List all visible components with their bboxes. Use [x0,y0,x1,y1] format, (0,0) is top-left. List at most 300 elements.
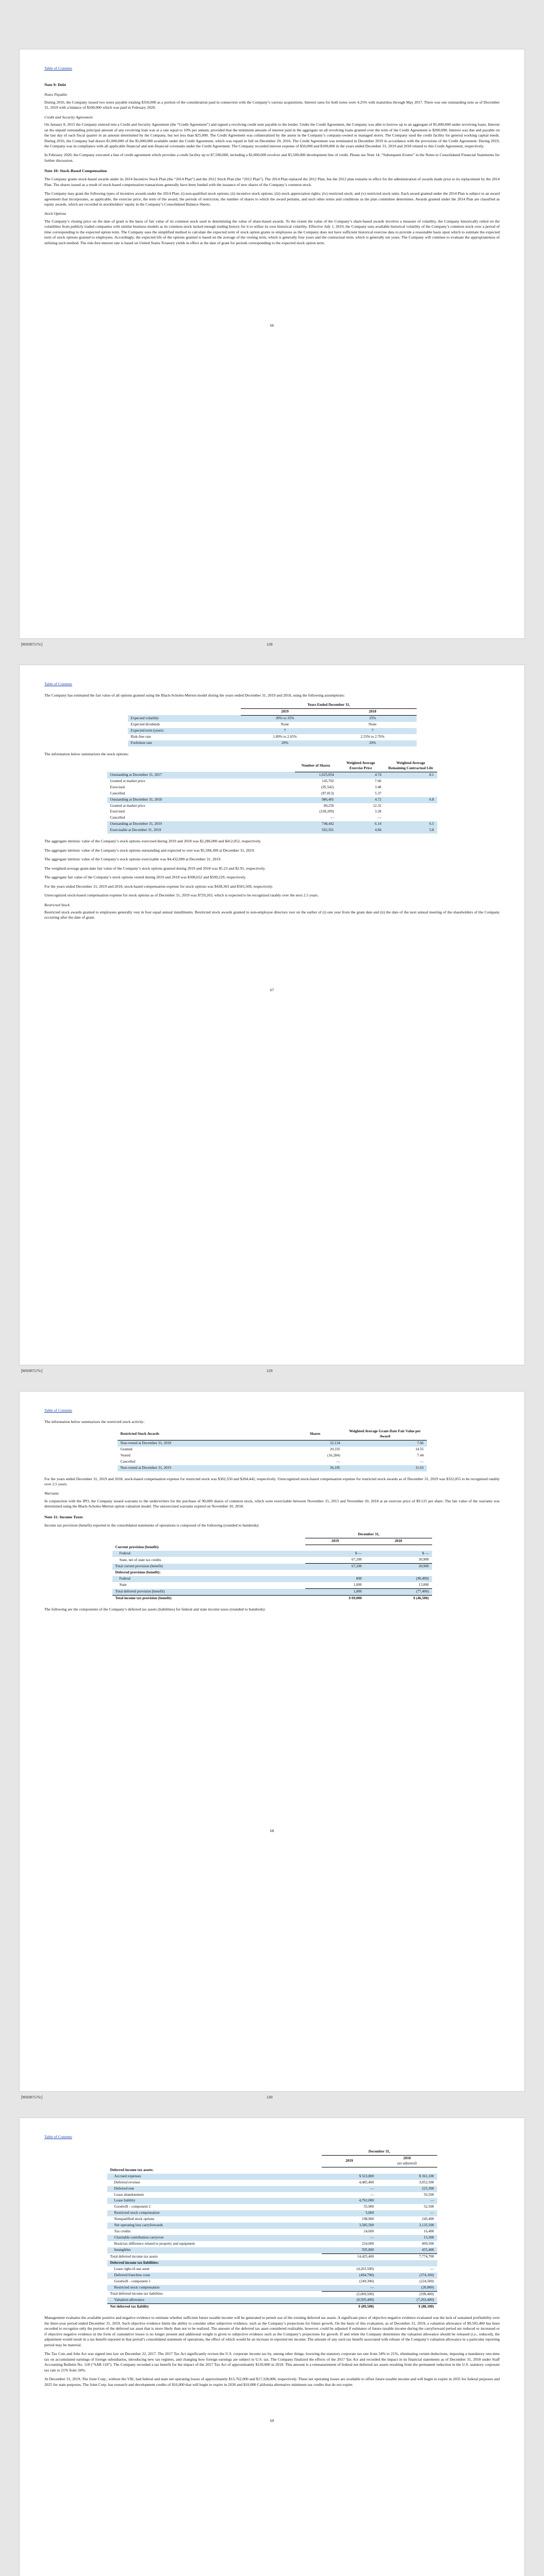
income-taxes-heading: Note 11: Income Taxes [44,1514,83,1519]
col-2018 [377,2156,437,2167]
row-label: Expected volatility [128,715,241,721]
cell-2019: 4,762,000 [322,2198,377,2204]
blank-header [128,708,241,715]
row-label: Goodwill - component 2 [114,2205,151,2209]
table-row [107,2253,437,2260]
table-row [112,1582,432,1588]
row-label: Accrued expenses [107,2174,322,2180]
table-row [107,809,437,815]
page-66 [19,49,525,639]
cell-2018: 3,052,500 [419,2180,434,2184]
table-row [107,2167,437,2174]
cell-2018: 16,400 [423,2229,434,2234]
cell-life [385,815,437,821]
cell-2019 [322,2167,377,2174]
cell-shares: 1,025,054 [295,772,337,778]
col-2018-note: (as adjusted) [397,2161,417,2166]
row-label: Vested [120,1453,130,1458]
cell-price: 7.66 [374,778,382,783]
blank-header [128,702,241,708]
options-intro: The information below summarizes the stock options: [44,751,129,756]
cell-2018: (90,400) [365,1576,432,1582]
provision-body [112,1545,432,1601]
section-subheading: Notes Payable [44,92,68,97]
table-row [107,2223,437,2229]
row-label: Federal [112,1551,306,1557]
assumptions-body [128,715,417,746]
row-label: Intangibles [107,2247,322,2253]
table-row [112,1564,432,1570]
table-of-contents-link[interactable]: Table of Contents [44,1408,72,1413]
warrants-heading: Warrants [44,1491,59,1496]
cell-2018: (77,400) [365,1589,432,1596]
table-row [107,2216,437,2223]
table-row [112,1545,432,1551]
cell-2019: (4,265,500) [356,2266,374,2271]
footer-code: [WS08717/v.] [21,643,43,647]
options-price-header: Weighted Average Exercise Price [337,760,385,772]
cell-2019: 20% [241,740,328,747]
cell-price: 3.48 [374,785,382,789]
cell-shares: 145,702 [322,778,334,783]
cell-shares: — [336,1459,340,1464]
cell-2019: 67,200 [305,1564,365,1570]
table-row [112,1589,432,1596]
cell-2018: 409,500 [422,2242,434,2246]
cell-2019: $ — [305,1551,365,1557]
table-row [107,2186,437,2192]
cell-price: 5.37 [374,791,382,795]
rsa-intro: The information below summarizes the restricted stock activity: [44,1419,145,1425]
cell-shares: (87,813) [321,791,334,795]
blank-header [107,2156,322,2167]
cell-shares: — [330,816,334,820]
deferred-tax-table [107,2149,437,2310]
footer-page: 129 [267,1369,273,1373]
row-label: Deferred revenue [114,2180,140,2184]
cell-price: — [377,816,382,820]
row-label: Goodwill - component 1 [114,2279,151,2283]
cell-shares: 502,561 [295,827,337,834]
cell-2019: 1.89% to 2.65% [273,734,297,739]
cell-2019 [305,1545,365,1551]
cell-life [385,778,437,785]
table-row [112,1557,432,1563]
row-label: Lease right-of-use asset [114,2266,150,2271]
cell-2018: 15,300 [377,2235,437,2241]
cell-life: 5.8 [385,827,437,834]
cell-2019: 800 [305,1576,365,1582]
section-heading: Note 9: Debt [44,82,67,88]
table-row [107,2279,437,2285]
cell-price: 6.14 [337,821,385,827]
cell-2018: — [377,2198,437,2204]
cell-2018: 20% [328,740,416,747]
table-row [118,1440,427,1446]
cell-2018: $ (46,500) [365,1595,432,1601]
row-label: Net deferred tax liability [107,2304,322,2310]
table-row [107,2291,437,2297]
cell-shares: 36,185 [287,1465,343,1471]
cell-2019: 5,000 [322,2210,377,2216]
cell-life: 6.8 [385,797,437,803]
body-paragraph: The Company grants stock-based awards under its 2014 Incentive Stock Plan (the “2014 Plan”) and the 2012 Stock Plan (the “2012 Plan”). The 2014 Plan replaced the 2012 Plan, but the 2012 plan remains in effect for the administration of awards made prior to its replacement by the 2014 Plan. The shares issued as a result of stock-based compensation transactions generally have been funded with the issuance of new shares of the Company’s common stock. [44,177,500,187]
cell-2018: 2.53% to 2.76% [360,734,385,739]
table-row [107,815,437,821]
options-life-header: Weighted Average Remaining Contractual Life [385,760,437,772]
cell-shares: 748,442 [295,821,337,827]
body-paragraph: The aggregate intrinsic value of the Company’s stock options exercised during 2019 and 2018 was $2,286,000 and $412,052, respectively. [44,839,261,844]
cell-2018: — [377,2210,437,2216]
body-paragraph: At December 31, 2019, The Joint Corp., without the VIE, had federal and state net operating losses of approximately $15,762,000 and $17,328,000, respectively. These net operating losses are available to offset future taxable income and will begin to expire in 2035 for federal purposes and 2025 for state purposes. The Joint Corp. has research and development credits of $16,000 that will begin to expire in 2036 and $10,000 California alternative minimum tax credits that do not expire. [44,2377,500,2387]
row-label: Non-vested at December 31, 2018 [118,1440,287,1446]
page-number: 68 [270,1828,274,1834]
row-label: Current provision (benefit): [115,1545,160,1550]
cell-2019: $ 69,000 [305,1595,365,1601]
section-subheading: Credit and Security Agreement [44,114,93,120]
row-label: Cancelled [110,816,125,820]
cell-value: 14.55 [415,1447,424,1451]
cell-life: 8.1 [385,772,437,778]
cell-2018: $ (88,100) [377,2304,437,2310]
cell-2019: $ (89,500) [322,2304,377,2310]
blank-header [107,2149,322,2155]
rsa-value-header: Weighted Average Grant-Date Fair Value per Award [343,1429,427,1440]
assumptions-table [128,702,417,747]
cell-2018: 13,000 [418,1583,429,1587]
page-number: 67 [270,987,274,992]
footer-page: 128 [267,643,273,647]
cell-2018: 225,300 [377,2186,437,2192]
row-label: Deferred income tax assets: [110,2167,154,2172]
options-shares-header: Number of Shares [295,760,337,772]
blank-header [112,1532,306,1538]
table-row [107,785,437,791]
row-label: Total deferred provision (benefit) [112,1589,306,1596]
table-row [112,1576,432,1582]
cell-2018 [365,1570,432,1576]
row-label: Lease abandonment [114,2192,144,2197]
cell-2018: 245,400 [422,2217,434,2222]
col-2018: 2018 [365,1538,432,1545]
cell-2019: 4,485,400 [359,2180,374,2184]
page-68 [19,1391,525,2092]
page-67 [19,665,525,1365]
cell-2019: — [322,2186,377,2192]
deferred-intro: The following are the components of the Company’s deferred tax assets (liabilities) for federal and state income taxes (rounded to hundreds): [44,1606,266,1612]
body-paragraph: During 2016, the Company issued two notes payable totaling $350,000 as a portion of the consideration paid in connection with the Company’s various acquisitions. Interest rates for both notes were 4.25% with maturities through May 2017. There was one outstanding note as of December 31, 2019 with a balance of $100,000 which was paid in February 2020. [44,99,500,110]
table-row [118,1453,427,1459]
assumptions-intro: The Company has estimated the fair value of all options granted using the Black-Scholes-Merton model during the years ended December 31, 2019 and 2018, using the following assumptions: [44,693,345,698]
table-row [107,2285,437,2291]
table-row [128,728,417,734]
table-row [107,778,437,785]
cell-2019: 67,200 [351,1557,362,1562]
blank-header [112,1538,306,1545]
col-2019: 2019 [322,2156,377,2167]
cell-2018: 7,774,700 [377,2253,437,2260]
row-label: Total income tax provision (benefit) [112,1595,306,1601]
table-row [128,715,417,721]
cell-shares: (16,284) [327,1453,340,1458]
cell-2018: 30,900 [418,1557,429,1562]
cell-price: 4.74 [337,772,385,778]
page-66-body [44,82,500,246]
footer-page: 130 [267,2096,273,2099]
cell-2018: $ — [365,1551,432,1557]
table-row [107,2180,437,2186]
rsa-body [118,1440,427,1471]
cell-shares: 32,134 [287,1440,343,1446]
cell-price: 4.72 [337,797,385,803]
cell-2019: 55,900 [364,2205,374,2209]
table-row [118,1459,427,1465]
body-paragraph: Management evaluates the available positive and negative evidence to estimate whether sufficient future taxable income will be generated to permit use of the existing deferred tax assets. A significant piece of objective negative evidence evaluated was the lack of sustained profitability over the three-year period ended December 31, 2019. Such objective evidence limits the ability to consider other subjective evidence, such as the Company’s projections for future growth. On the basis of this evaluation, as of December 31, 2019, a valuation allowance of $9,505,400 has been recorded to recognize only the portion of the deferred tax asset that is more likely than not to be realized. The amount of the deferred tax asset considered realizable, however, could be adjusted if estimates of future taxable income during the carryforward period are reduced or increased or if objective negative evidence in the form of cumulative losses is no longer present and additional weight is given to subjective evidence such as the Company’s projections for growth. If and when the Company determines the valuation allowance should be released (i.e., reduced), the adjustment would result in a tax benefit reported in that period’s consolidated statement of operations, the effect of which would be an increase in reported net income. The amount of any such tax benefit associated with release of the Company’s valuation allowance in a particular reporting period may be material. [44,2315,500,2347]
page-footer [19,1366,525,1378]
page-footer [19,640,525,651]
row-label: Deferred franchise costs [107,2273,322,2279]
cell-2019: $ 523,800 [322,2174,377,2180]
cell-2018: (599,400) [377,2291,437,2297]
income-taxes-intro: Income tax provision (benefit) reported in the consolidated statements of operations is composed of the following (rounded to hundreds): [44,1522,259,1528]
row-label: Exercised [110,809,125,814]
cell-2019: 1,800 [305,1589,365,1596]
stock-options-table [107,760,437,834]
cell-price: 4.84 [337,827,385,834]
row-label: Expected term (years) [128,728,241,734]
cell-value: 7.44 [417,1453,424,1458]
table-of-contents-link[interactable]: Table of Contents [44,66,72,71]
table-row [107,797,437,803]
cell-value: 7.66 [343,1440,427,1446]
body-paragraph: The Tax Cuts and Jobs Act was signed into law on December 22, 2017. The 2017 Tax Act significantly revises the U.S. corporate income tax by, among other things, lowering the statutory corporate tax rate from 34% to 21%, eliminating certain deductions, imposing a mandatory one-time tax on accumulated earnings of foreign subsidiaries, introducing new tax regimes, and changing how foreign earnings are subject to U.S. tax. The Company finalized the effects of the 2017 Tax Act and recorded the impact in its financial statements as of December 31, 2018 under Staff Accounting Bulletin No. 118 (“SAB 118”). The Company recorded a tax benefit for the impact of the 2017 Tax Act of approximately $120,000 in 2018. This amount is a remeasurement of federal net deferred tax assets resulting from the permanent reduction in the U.S. statutory corporate tax rate to 21% from 34%. [44,2351,500,2372]
cell-shares: 80,250 [323,803,334,808]
cell-life [385,809,437,815]
row-label: Restricted stock compensation [107,2285,322,2291]
cell-2018 [377,2167,437,2174]
row-label: Cancelled [120,1459,136,1464]
provision-group-header: December 31, [305,1532,432,1538]
row-label: Total current provision (benefit) [112,1564,306,1570]
body-paragraph: On January 8, 2015 the Company entered into a Credit and Security Agreement (the “Credit Agreement”) and signed a revolving credit note payable to the lender. Under the Credit Agreement, the Company was able to borrow up to an aggregate of $5,000,000 under revolving loans. Interest on the unpaid outstanding principal amount of any revolving loan was at a rate equal to 10% per annum; provided that the minimum amount of interest paid in the aggregate on all revolving loans granted over the term of the Credit Agreement is $200,000. Interest was due and payable on the last day of each fiscal quarter in an amount determined by the Company, but not less than $25,000. The Credit Agreement was collateralized by the assets in the Company’s company-owned or managed stores. The Company used the credit facility for general working capital needs. During 2016, the Company had drawn $1,000,000 of the $5,000,000 available under the Credit Agreement, which was repaid in full on December 29, 2016. The Credit Agreement was terminated in December 2019 in accordance with the provisions of the Credit Agreement. During 2019, the Company was in compliance with all applicable financial and non-financial covenants under the Credit Agreement. The Company recorded interest expense of $50,000 and $100,000 in the years ended December 31, 2019 and 2018 related to this Credit Agreement, respectively. [44,122,500,148]
cell-2018 [365,1545,432,1551]
cell-price: 12.32 [373,803,382,808]
table-row [128,722,417,728]
cell-2019: (5,009,500) [322,2291,377,2297]
cell-2019: (249,300) [359,2279,374,2283]
cell-2019: None [281,722,289,726]
warrants-para: In conjunction with the IPO, the Company issued warrants to the underwriters for the purchase of 90,000 shares of common stock, which were exercisable between November 15, 2015 and November 10, 2018 at an exercise price of $9.125 per share. The fair value of the warrants was determined using the Black-Scholes-Merton option valuation model. The unexercised warrants expired on November 10, 2018. [44,1498,500,1509]
row-label: Valuation allowance [107,2297,322,2303]
row-label: Federal [112,1576,306,1582]
table-row [107,2260,437,2266]
cell-2018: 30,900 [365,1564,432,1570]
page-number: 66 [270,323,274,328]
body-paragraph: The Company’s closing price on the date of grant is the basis of fair value of its common stock used in determining the value of share-based awards. To the extent the value of the Company’s share-based awards involves a measure of volatility, the Company historically relied on the volatilities from publicly traded companies with similar business models as its common stock lacked enough trading history for it to utilize its own historical volatility. Effective July 1, 2019, the Company uses available historical volatility of the Company’s common stock over a period of time corresponding to the expected option term. The Company uses the simplified method to calculate the expected term of stock option grants to employees as the Company does not have sufficient historical exercise data to provide a reasonable basis upon which to estimate the expected term of stock options granted to employees. Accordingly, the expected life of the options granted is based on the average of the vesting term, which is generally four years and the contractual term, which is generally ten years. The Company will continue to evaluate the appropriateness of utilizing such method. The risk-free interest rate is based on United States Treasury yields in effect at the date of grant for periods corresponding to the expected stock option term. [44,218,500,245]
row-label: Outstanding at December 31, 2018 [107,797,295,803]
cell-2019: 224,000 [361,2242,374,2246]
cell-2019: 595,800 [322,2247,377,2253]
table-row [107,827,437,834]
cell-2019: (9,505,400) [322,2297,377,2303]
cell-2019: 3,585,500 [322,2223,377,2229]
blank-header [107,760,295,772]
row-label: Exercised [110,785,125,789]
row-label: Exercisable at December 31, 2019 [107,827,295,834]
rsa-label-header: Restricted Stock Awards [118,1429,287,1440]
cell-shares: 20,335 [329,1447,340,1451]
cell-life: 6.5 [385,821,437,827]
row-label: Outstanding at December 31, 2017 [107,772,295,778]
cell-2018: (20,800) [377,2285,437,2291]
cell-2018: $ 361,100 [377,2174,437,2180]
cell-2019: — [322,2235,377,2241]
row-label: Deferred rent [107,2186,322,2192]
cell-2018: 3,135,500 [377,2223,437,2229]
row-label: Granted at market price [110,778,145,783]
row-label: State [119,1583,127,1587]
cell-2018: 52,500 [423,2205,434,2209]
row-label: Non-vested at December 31, 2019 [118,1465,287,1471]
cell-2018: — [430,2266,434,2271]
col-2019: 2019 [241,708,328,715]
table-of-contents-link[interactable]: Table of Contents [44,2134,72,2139]
table-row [107,2297,437,2303]
table-row [107,2198,437,2204]
dt-body [107,2167,437,2311]
cell-2019: — [322,2285,377,2291]
cell-2018: (374,100) [377,2273,437,2279]
cell-shares: (95,542) [321,785,334,789]
body-paragraph: The aggregate intrinsic value of the Company’s stock options outstanding and expected to vest was $5,584,300 at December 31, 2019. [44,848,255,853]
body-paragraph: The Company may grant the following types of incentive awards under the 2014 Plan: (i) non-qualified stock options; (ii) incentive stock options; (iii) stock appreciation rights; (iv) restricted stock; and (v) restricted stock units. Each award granted under the 2014 Plan is subject to an award agreement that incorporates, as applicable, the exercise price, the term of the award, the periods of restriction, the number of shares to which the award pertains, and such other terms and conditions as the plan committee determines. Awards granted under the 2014 Plan are classified as equity awards, which are recorded in stockholders’ equity in the Company’s Consolidated Balance Sheets. [44,191,500,207]
assumptions-group-header: Years Ended December 31, [241,702,416,708]
table-row [107,803,437,809]
table-row [118,1447,427,1453]
row-label: Charitable contribution carryover [107,2235,322,2241]
row-label: Total deferred income tax assets [110,2254,158,2259]
table-row [107,2273,437,2279]
table-of-contents-link[interactable]: Table of Contents [44,682,72,686]
row-label: Risk-free rate [130,734,151,739]
body-paragraph: For the years ended December 31, 2019 and 2018, stock-based compensation expense for stock options was $438,303 and $565,569, respectively. [44,884,273,889]
table-row [107,2174,437,2180]
cell-life [385,791,437,797]
cell-2019: 198,900 [361,2217,374,2222]
body-paragraph: The aggregate intrinsic value of the Company’s stock options exercisable was $4,432,000 at December 31, 2019. [44,857,222,862]
row-label: Outstanding at December 31, 2019 [107,821,295,827]
page-number: 69 [270,2418,274,2423]
cell-2018: (7,263,400) [377,2297,437,2303]
cell-2018: (224,500) [419,2279,434,2283]
cell-2019 [305,1570,365,1576]
options-paragraphs [44,839,500,898]
table-row [107,2210,437,2216]
cell-shares: (318,209) [319,809,334,814]
table-row [107,2204,437,2210]
row-label: Net operating loss carryforwards [107,2223,322,2229]
row-label: Granted [120,1447,133,1451]
row-label: Total deferred income tax liabilities [110,2292,163,2296]
cell-2018: 455,400 [377,2247,437,2253]
row-label: Forfeiture rate [128,740,241,747]
table-row [107,821,437,827]
body-paragraph: The weighted-average grant-date fair value of the Company’s stock options granted during 2019 and 2018 was $5.23 and $2.91, respectively. [44,866,266,871]
rsa-expense-para: For the years ended December 31, 2019 and 2018, stock-based compensation expense for restricted stock was $302,550 and $204,442, respectively. Unrecognized stock-based compensation expense for restricted stock awards as of December 31, 2019 was $322,055 to be recognized ratably over 2.5 years. [44,1476,500,1486]
table-row [107,2266,437,2273]
section-subheading: Stock Options [44,211,67,216]
tax-paragraphs [44,2315,500,2387]
cell-2019 [322,2260,377,2266]
table-row [107,2241,437,2247]
body-paragraph: Unrecognized stock-based compensation expense for stock options as of December 31, 2019 was $729,263, which is expected to be recognized ratably over the next 2.5 years. [44,893,319,898]
col-2019: 2019 [305,1538,365,1545]
footer-code: [WS08717/v.] [21,2096,43,2099]
cell-price: 3.28 [374,809,382,814]
restricted-stock-heading: Restricted Stock [44,902,70,907]
cell-2018: None [368,722,377,726]
table-row [112,1570,432,1576]
options-body [107,772,437,834]
row-label: Deferred income tax liabilities: [107,2260,322,2266]
cell-2018: 56,500 [423,2192,434,2197]
body-paragraph: In February 2020, the Company executed a line of credit agreement which provides a credit facility up to $7,500,000, including a $2,000,000 revolver and $5,500,000 development line of credit. Please see Note 14, “Subsequent Events” in the Notes to Consolidated Financial Statements for further discussion. [44,152,500,163]
section-heading: Note 10: Stock-Based Compensation [44,168,107,174]
cell-2019: — [370,2192,374,2197]
cell-life [385,785,437,791]
col-2018: 2018 [328,708,416,715]
cell-value: 11.63 [343,1465,427,1471]
row-label: Expected dividends [130,722,160,726]
table-row [107,2247,437,2253]
table-row [107,2229,437,2235]
row-label: Lease liability [107,2198,322,2204]
cell-shares: 986,401 [295,797,337,803]
restricted-stock-para: Restricted stock awards granted to employees generally vest in four equal annual installments. Restricted stock awards granted to non-employee directors vest on the earlier of (i) one year from the grant date and (ii) the date of the next annual meeting of the shareholders of the Company occurring after the date of grant. [44,909,500,920]
body-paragraph: The aggregate fair value of the Company’s stock options vested during 2019 and 2018 was $308,652 and $509,229, respectively. [44,875,246,880]
table-row [107,791,437,797]
row-label: Cancelled [110,791,125,795]
table-row [128,740,417,747]
page-footer [19,2093,525,2104]
row-label: Restricted stock compensation [107,2210,322,2216]
table-row [107,772,437,778]
cell-2018: 7 [328,728,416,734]
tax-provision-table [112,1532,432,1602]
row-label: Tax credits [114,2229,131,2234]
table-row [107,2235,437,2241]
cell-2018 [377,2260,437,2266]
cell-2019: 14,425,400 [322,2253,377,2260]
cell-2019: 1,000 [353,1583,362,1587]
table-row [107,2304,437,2310]
restricted-stock-table [118,1429,427,1471]
cell-2019: 30% to 35% [241,715,328,721]
table-row [107,2192,437,2198]
table-row [118,1465,427,1471]
col-2018-year: 2018 [403,2156,411,2161]
cell-2019: (494,700) [322,2273,377,2279]
cell-life [385,803,437,809]
row-label: Deferred provision (benefit): [115,1570,161,1575]
row-label: State, net of state tax credits [119,1557,161,1562]
row-label: Granted at market price [110,803,145,808]
rsa-shares-header: Shares [287,1429,343,1440]
page-69 [19,2117,525,2576]
dt-group-header: December 31, [322,2149,437,2155]
table-row [112,1551,432,1557]
row-label: Nonqualified stock options [114,2217,155,2222]
